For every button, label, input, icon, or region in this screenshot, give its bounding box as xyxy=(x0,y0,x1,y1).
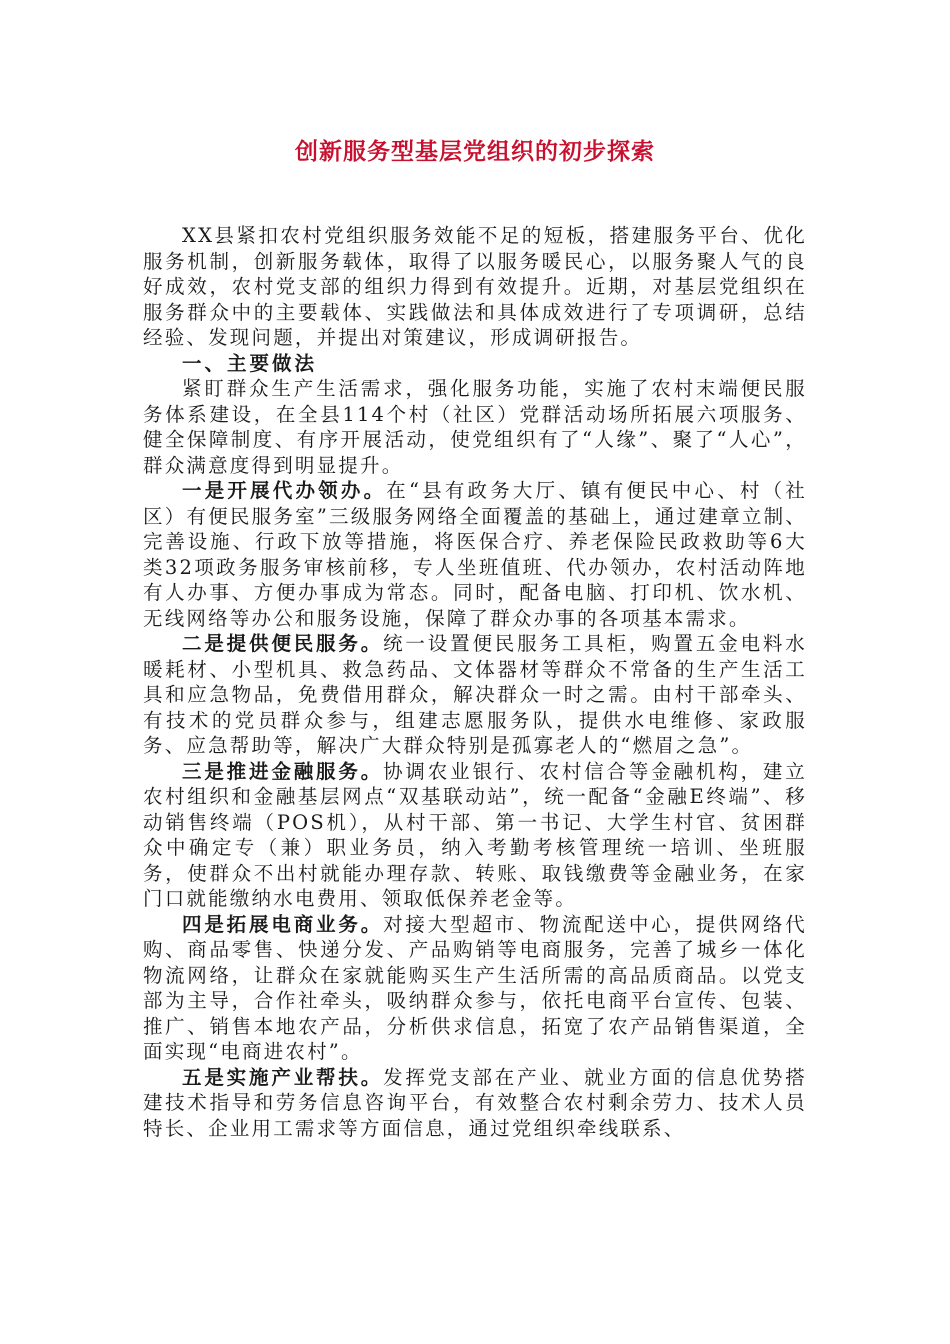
item-text-1: 在“县有政务大厅、镇有便民中心、村（社区）有便民服务室”三级服务网络全面覆盖的基础上，通过建章立制、完善设施、行政下放等措施，将医保合疗、养老保险民政救助等6大类32项政务服务审核前移，专人坐班值班、代办领办，农村活动阵地有人办事、方便办事成为常态。同时，配备电脑、打印机、饮水机、无线网络等办公和服务设施，保障了群众办事的各项基本需求。 xyxy=(143,479,807,630)
document-body xyxy=(143,223,807,1141)
item-paragraph-3 xyxy=(143,759,807,912)
item-text-5: 发挥党支部在产业、就业方面的信息优势搭建技术指导和劳务信息咨询平台，有效整合农村剩余劳力、技术人员特长、企业用工需求等方面信息，通过党组织牵线联系、 xyxy=(143,1065,807,1140)
item-lead-1: 一是开展代办领办。 xyxy=(182,479,387,502)
item-lead-2: 二是提供便民服务。 xyxy=(182,632,384,655)
item-paragraph-4 xyxy=(143,912,807,1065)
intro-paragraph: XX县紧扣农村党组织服务效能不足的短板，搭建服务平台、优化服务机制，创新服务载体，取得了以服务暖民心，以服务聚人气的良好成效，农村党支部的组织力得到有效提升。近期，对基层党组织在服务群众中的主要载体、实践做法和具体成效进行了专项调研，总结经验、发现问题，并提出对策建议，形成调研报告。 xyxy=(143,224,807,349)
item-lead-3: 三是推进金融服务。 xyxy=(182,759,384,783)
item-lead-5: 五是实施产业帮扶。 xyxy=(182,1065,384,1089)
section-heading-main-practices: 一、主要做法 xyxy=(182,351,318,375)
document-title: 创新服务型基层党组织的初步探索 xyxy=(295,139,655,165)
item-paragraph-5 xyxy=(143,1065,807,1142)
item-text-4: 对接大型超市、物流配送中心，提供网络代购、商品零售、快递分发、产品购销等电商服务，完善了城乡一体化物流网络，让群众在家就能购买生产生活所需的高品质商品。以党支部为主导，合作社牵头，吸纳群众参与，依托电商平台宣传、包装、推广、销售本地农产品，分析供求信息，拓宽了农产品销售渠道，全面实现“电商进农村”。 xyxy=(143,912,807,1063)
section-intro-paragraph: 紧盯群众生产生活需求，强化服务功能，实施了农村末端便民服务体系建设，在全县114个村（社区）党群活动场所拓展六项服务、健全保障制度、有序开展活动，使党组织有了“人缘”、聚了“人心”，群众满意度得到明显提升。 xyxy=(143,377,807,477)
item-text-3: 协调农业银行、农村信合等金融机构，建立农村组织和金融基层网点“双基联动站”，统一配备“金融E终端”、移动销售终端（POS机），从村干部、第一书记、大学生村官、贫困群众中确定专（兼）职业务员，纳入考勤考核管理统一培训、坐班服务，使群众不出村就能办理存款、转账、取钱缴费等金融业务，在家门口就能缴纳水电费用、领取低保养老金等。 xyxy=(143,759,807,910)
item-lead-4: 四是拓展电商业务。 xyxy=(182,912,384,936)
item-text-2: 统一设置便民服务工具柜，购置五金电料水暖耗材、小型机具、救急药品、文体器材等群众不常备的生产生活工具和应急物品，免费借用群众，解决群众一时之需。由村干部牵头、有技术的党员群众参与，组建志愿服务队，提供水电维修、家政服务、应急帮助等，解决广大群众特别是孤寡老人的“燃眉之急”。 xyxy=(143,632,807,757)
item-paragraph-2 xyxy=(143,631,807,759)
item-paragraph-1 xyxy=(143,478,807,631)
